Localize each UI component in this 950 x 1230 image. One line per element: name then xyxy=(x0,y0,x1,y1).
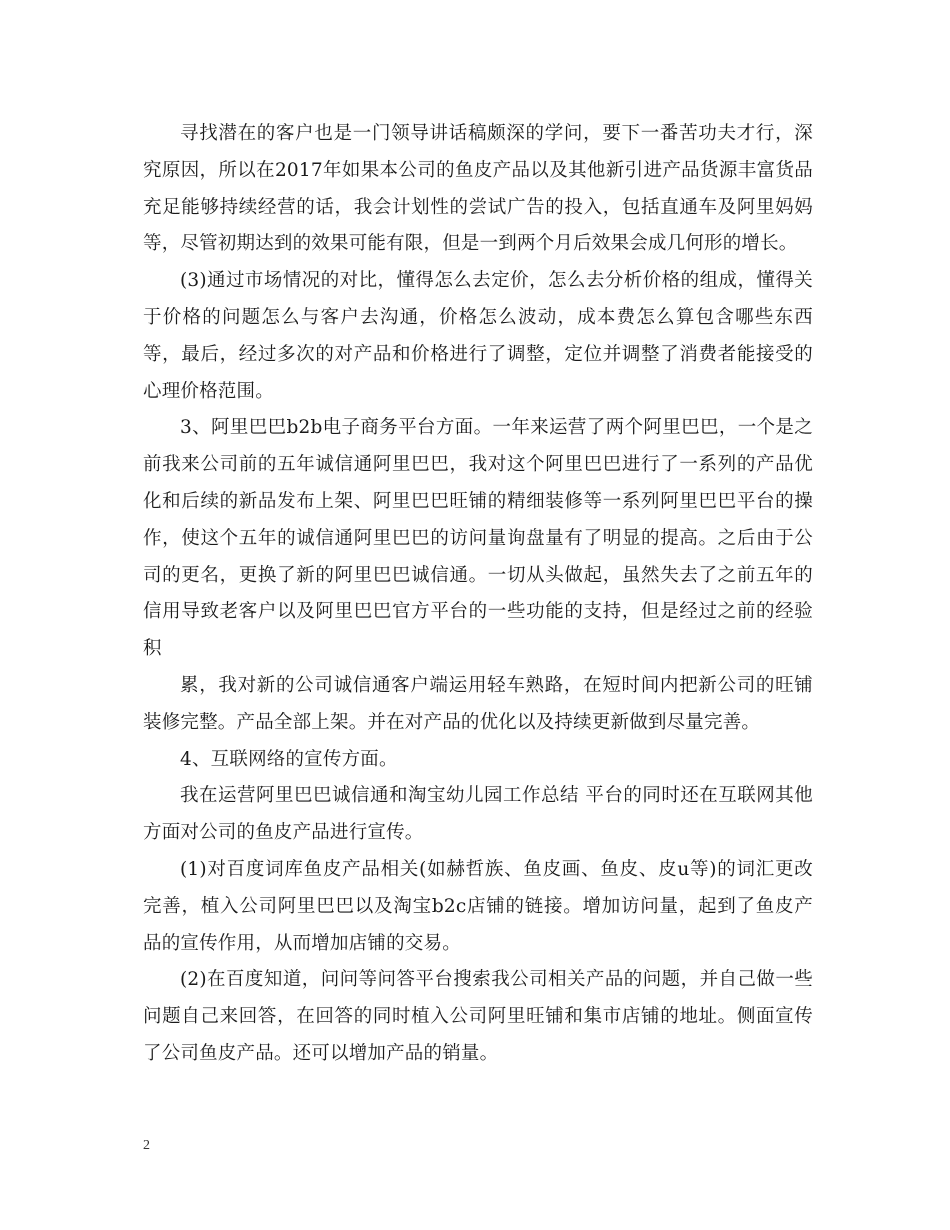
paragraph-baidu-zhidao: (2)在百度知道，问问等问答平台搜索我公司相关产品的问题，并自己做一些问题自己来回答，在回答的同时植入公司阿里旺铺和集市店铺的地址。侧面宣传了公司鱼皮产品。还可以增加产品的销量。 xyxy=(143,969,813,1064)
paragraph-internet-promo: 我在运营阿里巴巴诚信通和淘宝幼儿园工作总结 平台的同时还在互联网其他方面对公司的鱼皮产品进行宣传。 xyxy=(143,785,813,844)
paragraph-pricing: (3)通过市场情况的对比，懂得怎么去定价，怎么去分析价格的组成，懂得关于价格的问题怎么与客户去沟通，价格怎么波动，成本费怎么算包含哪些东西等，最后，经过多次的对产品和价格进行了调整，定位并调整了消费者能接受的心理价格范围。 xyxy=(143,270,813,402)
paragraph-baidu-lexicon: (1)对百度词库鱼皮产品相关(如赫哲族、鱼皮画、鱼皮、皮u等)的词汇更改完善，植入公司阿里巴巴以及淘宝b2c店铺的链接。增加访问量，起到了鱼皮产品的宣传作用，从而增加店铺的交易。 xyxy=(143,858,813,954)
paragraph-internet-heading: 4、互联网络的宣传方面。 xyxy=(180,748,398,770)
paragraph-ad-plan: 寻找潜在的客户也是一门领导讲话稿颇深的学问，要下一番苦功夫才行，深究原因，所以在2017年如果本公司的鱼皮产品以及其他新引进产品货源丰富货品充足能够持续经营的话，我会计划性的尝试广告的投入，包括直通车及阿里妈妈等，尽管初期达到的效果可能有限，但是一到两个月后效果会成几何形的增长。 xyxy=(143,123,813,255)
page-number: 2 xyxy=(143,1138,150,1153)
paragraph-new-store: 累，我对新的公司诚信通客户端运用轻车熟路，在短时间内把新公司的旺铺装修完整。产品全部上架。并在对产品的优化以及持续更新做到尽量完善。 xyxy=(143,674,813,733)
document-body xyxy=(143,116,813,1073)
paragraph-alibaba-b2b: 3、阿里巴巴b2b电子商务平台方面。一年来运营了两个阿里巴巴，一个是之前我来公司前的五年诚信通阿里巴巴，我对这个阿里巴巴进行了一系列的产品优化和后续的新品发布上架、阿里巴巴旺铺的精细装修等一系列阿里巴巴平台的操作，使这个五年的诚信通阿里巴巴的访问量询盘量有了明显的提高。之后由于公司的更名，更换了新的阿里巴巴诚信通。一切从头做起，虽然失去了之前五年的信用导致老客户以及阿里巴巴官方平台的一些功能的支持，但是经过之前的经验积 xyxy=(143,417,813,660)
